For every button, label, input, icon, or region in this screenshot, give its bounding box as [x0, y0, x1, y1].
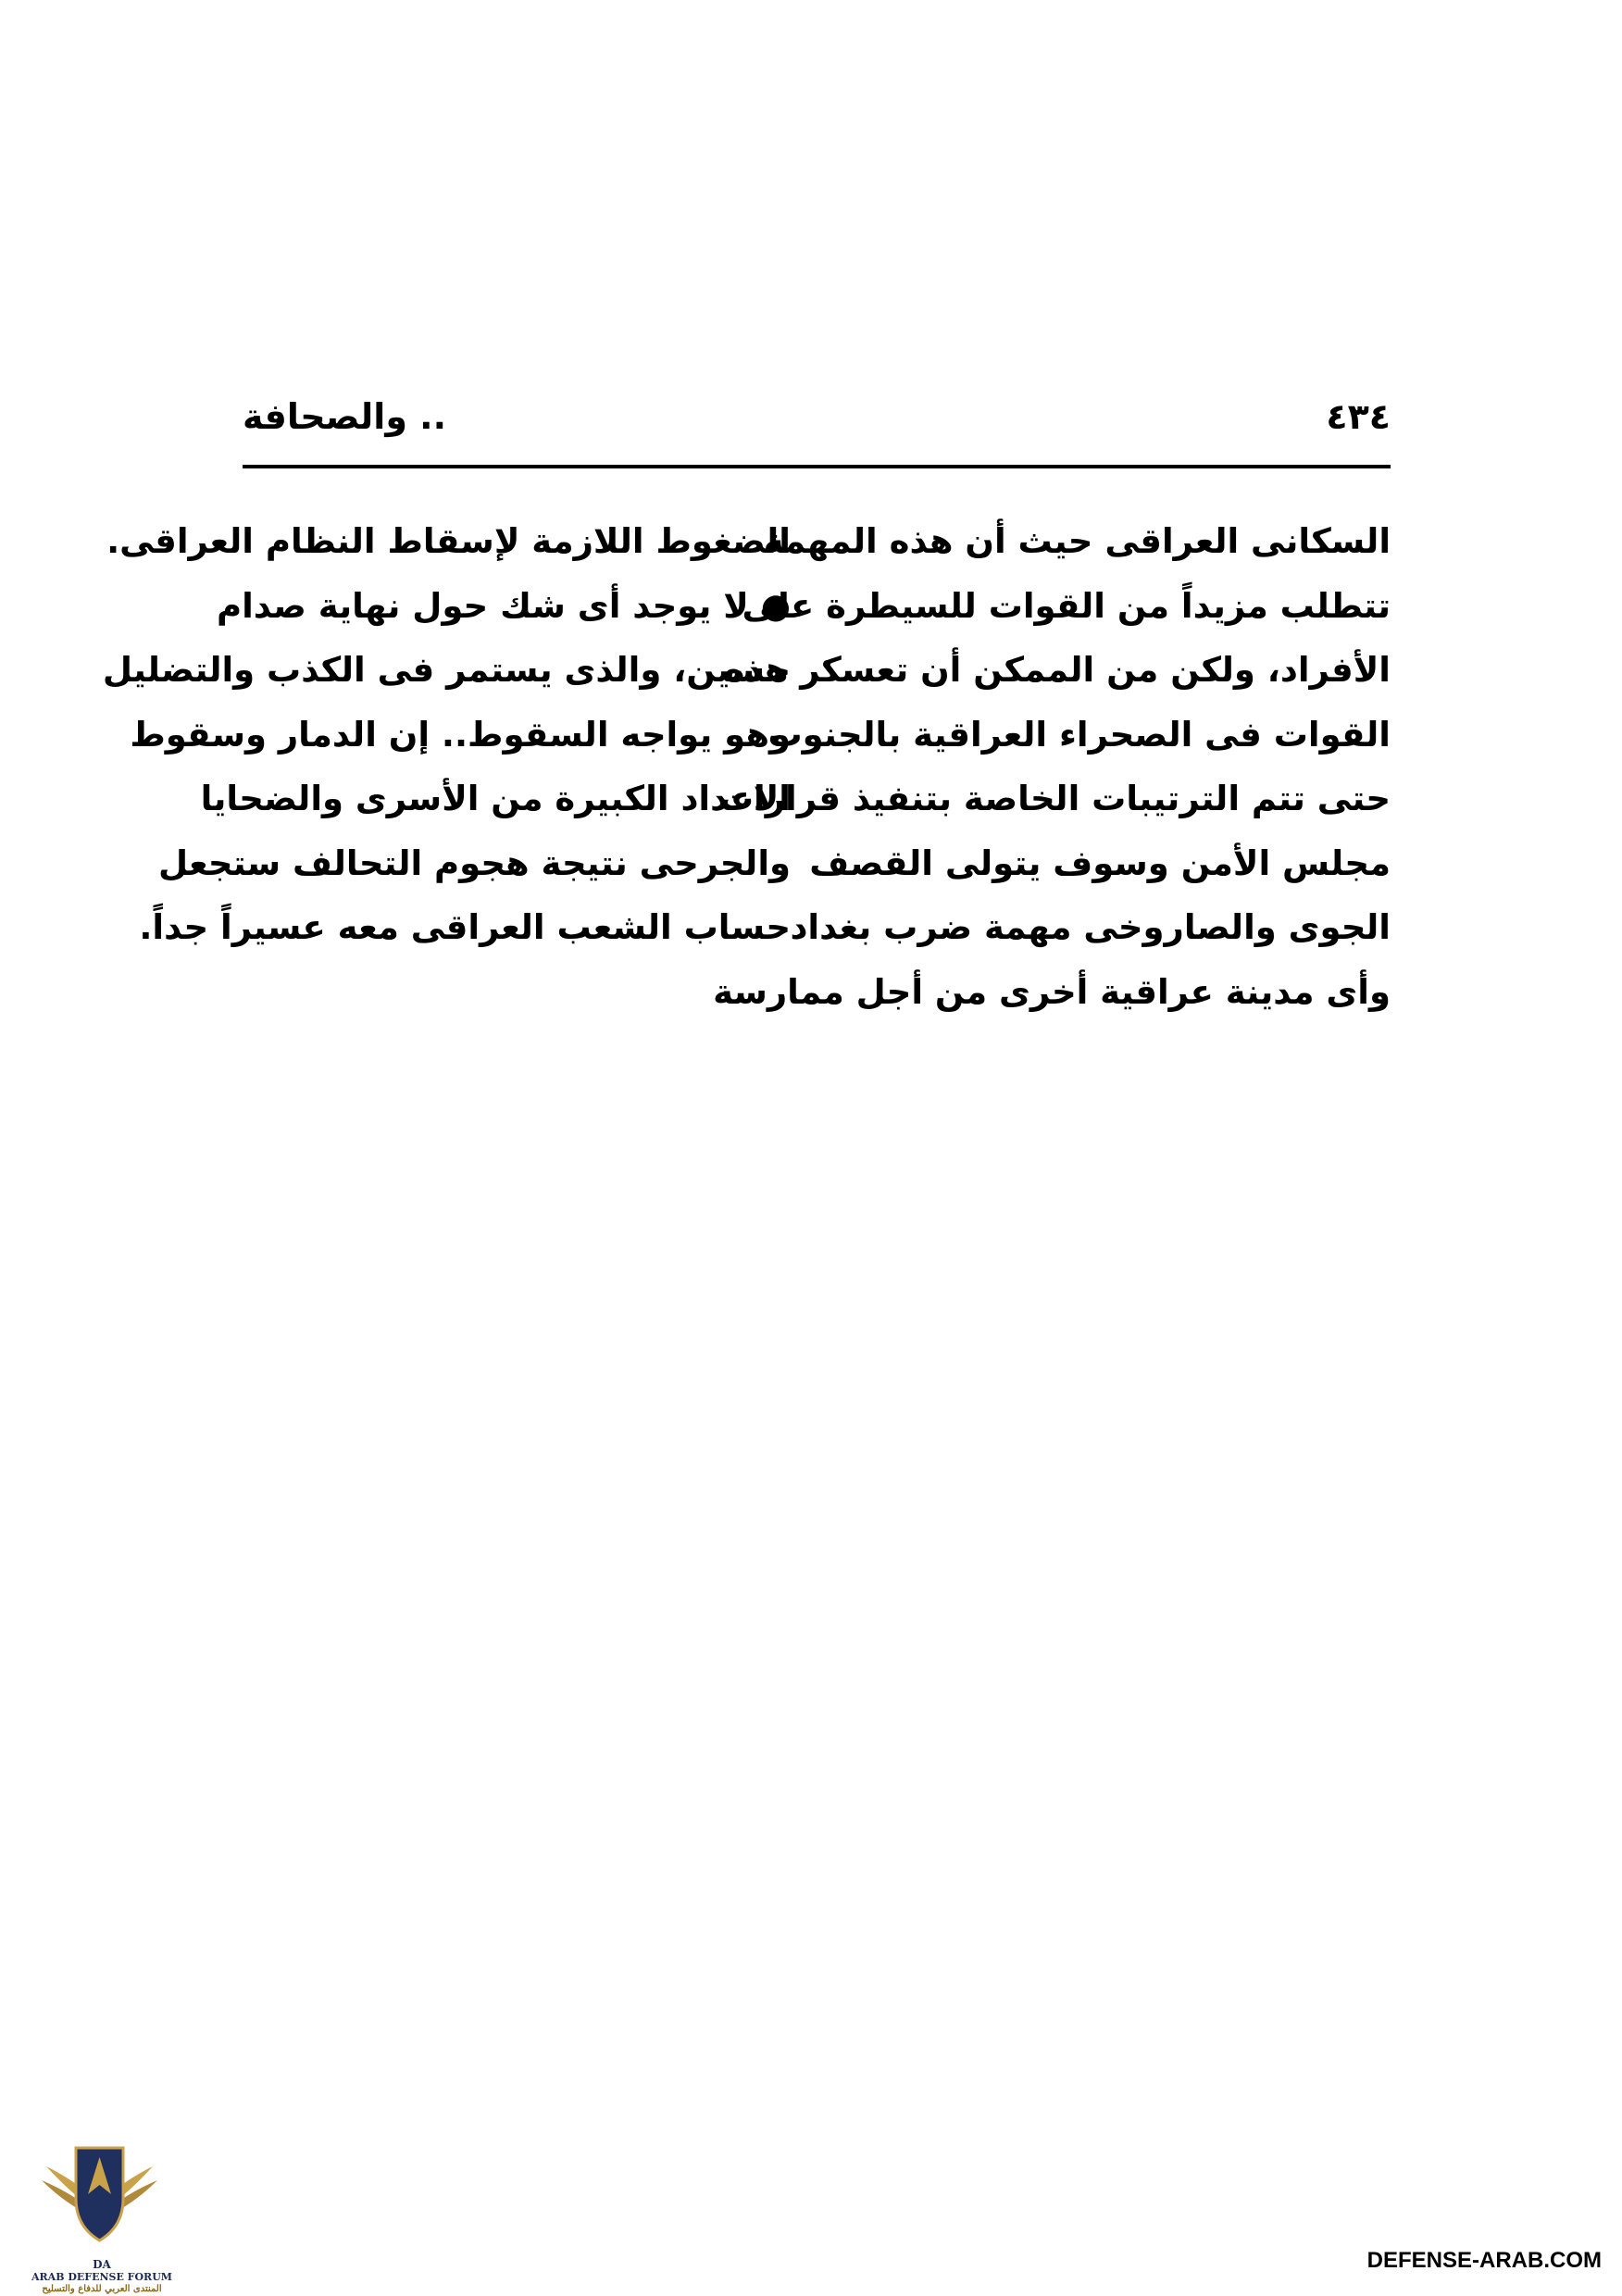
text-line: وهو يواجه السقوط.. إن الدمار وسقوط [130, 714, 791, 755]
text-line: تتطلب مزيداً من القوات للسيطرة على [742, 585, 1391, 626]
text-line: الأفراد، ولكن من الممكن أن تعسكر هذه [724, 650, 1391, 690]
text-line: القوات فى الصحراء العراقية بالجنوب [767, 714, 1391, 755]
text-column-right [713, 509, 1391, 1024]
text-line: حساب الشعب العراقى معه عسيراً جداً. [139, 907, 791, 947]
site-watermark: DEFENSE-ARAB.COM [1366, 2248, 1602, 2273]
running-title: .. والصحافة [243, 396, 447, 437]
logo-arabic-name: المنتدى العربي للدفاع والتسليح [42, 2284, 162, 2294]
page-number: ٤٣٤ [1326, 396, 1391, 437]
page-header [243, 396, 1391, 470]
logo-name: ARAB DEFENSE FORUM [31, 2271, 172, 2283]
forum-emblem-icon [37, 2129, 162, 2259]
text-line: ● لا يوجد أى شك حول نهاية صدام [216, 585, 791, 626]
text-line: وأى مدينة عراقية أخرى من أجل ممارسة [713, 971, 1391, 1012]
forum-logo-caption [19, 2259, 185, 2295]
text-line: الجوى والصاروخى مهمة ضرب بغداد [790, 907, 1391, 947]
text-line: والجرحى نتيجة هجوم التحالف ستجعل [158, 842, 791, 883]
text-line: مجلس الأمن وسوف يتولى القصف [809, 842, 1391, 883]
text-line: الاعداد الكبيرة من الأسرى والضحايا [200, 779, 791, 818]
logo-initials: DA [93, 2258, 111, 2271]
text-line: السكانى العراقى حيث أن هذه المهمة [763, 521, 1391, 561]
text-column-left [102, 509, 791, 960]
text-line: حتى تتم الترتيبات الخاصة بتنفيذ قرارات [718, 779, 1391, 818]
text-line: الضغوط اللازمة لإسقاط النظام العراقى. [106, 521, 791, 561]
header-rule [243, 465, 1391, 468]
text-line: حسين، والذى يستمر فى الكذب والتضليل [102, 650, 791, 690]
